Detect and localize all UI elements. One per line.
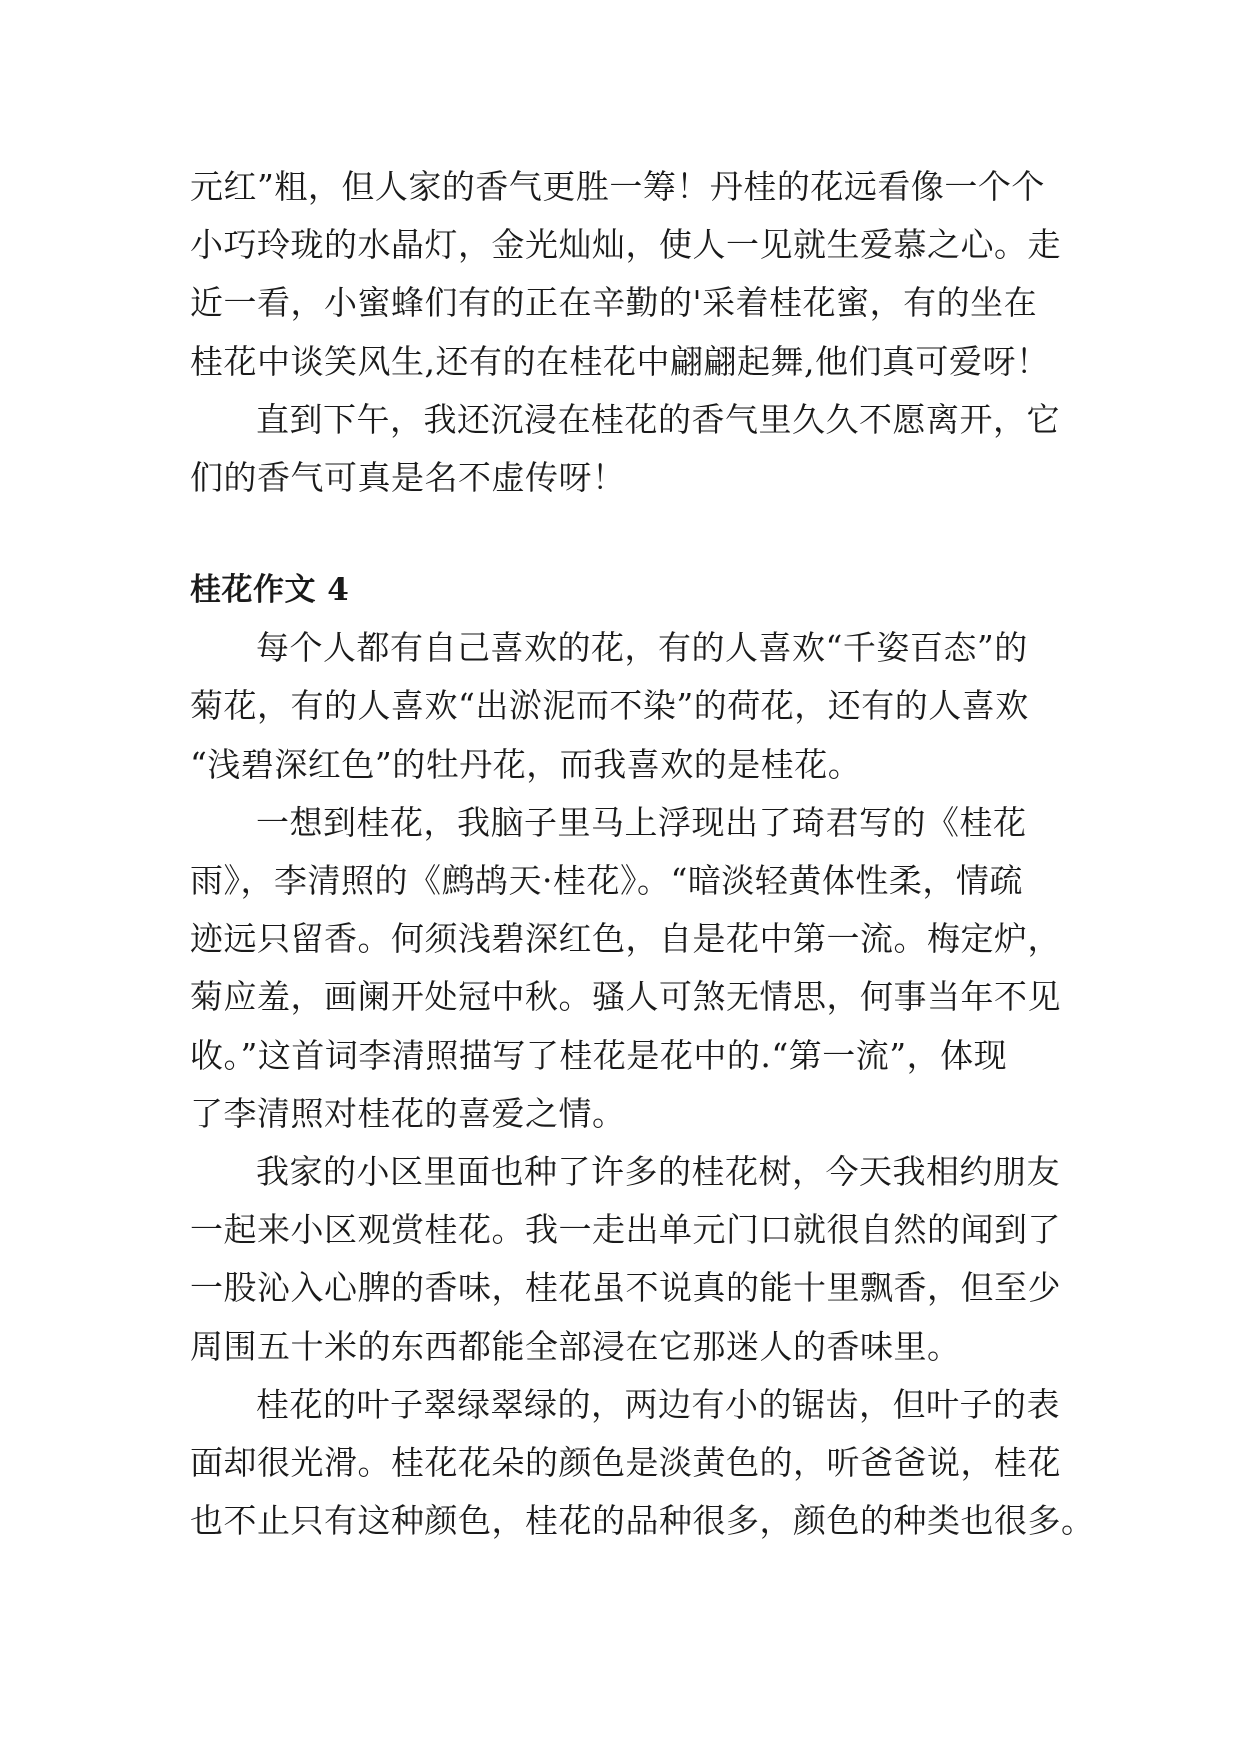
text-line: 迹远只留香。何须浅碧深红色，自是花中第一流。梅定炉， — [190, 919, 1061, 959]
text-line: 雨》，李清照的《鹧鸪天·桂花》。“暗淡轻黄体性柔，情疏 — [190, 861, 1023, 901]
text-line: 桂花中谈笑风生,还有的在桂花中翩翩起舞,他们真可爱呀！ — [190, 341, 1050, 381]
text-line: 小巧玲珑的水晶灯，金光灿灿，使人一见就生爱慕之心。走 — [190, 225, 1061, 265]
text-line: 了李清照对桂花的喜爱之情。 — [190, 1093, 626, 1133]
essay-title: 桂花作文 4 — [190, 572, 350, 609]
text-line: 周围五十米的东西都能全部浸在它那迷人的香味里。 — [190, 1326, 961, 1366]
text-line: 们的香气可真是名不虚传呀！ — [190, 458, 626, 498]
continued-paragraph — [190, 158, 1060, 391]
text-line: 我家的小区里面也种了许多的桂花树，今天我相约朋友 — [256, 1152, 1060, 1192]
text-line: 一起来小区观赏桂花。我一走出单元门口就很自然的闻到了 — [190, 1210, 1061, 1250]
closing-paragraph — [190, 391, 1060, 507]
document-body — [190, 158, 1095, 1550]
text-line: 近一看，小蜜蜂们有的正在辛勤的'采着桂花蜜，有的坐在 — [190, 283, 1038, 323]
text-line: “浅碧深红色”的牡丹花，而我喜欢的是桂花。 — [190, 744, 862, 784]
text-line: 每个人都有自己喜欢的花，有的人喜欢“千姿百态”的 — [256, 628, 1028, 668]
text-line: 面却很光滑。桂花花朵的颜色是淡黄色的，听爸爸说，桂花 — [190, 1443, 1061, 1483]
body-paragraph-1 — [190, 619, 1060, 794]
body-paragraph-4 — [190, 1376, 1095, 1551]
body-paragraph-2 — [190, 794, 1060, 1143]
text-line: 桂花的叶子翠绿翠绿的，两边有小的锯齿，但叶子的表 — [256, 1384, 1060, 1424]
body-paragraph-3 — [190, 1143, 1060, 1376]
text-line: 也不止只有这种颜色，桂花的品种很多，颜色的种类也很多。 — [190, 1501, 1095, 1541]
text-line: 菊应羞，画阑开处冠中秋。骚人可煞无情思，何事当年不见 — [190, 977, 1061, 1017]
text-line: 菊花，有的人喜欢“出淤泥而不染”的荷花，还有的人喜欢 — [190, 686, 1029, 726]
text-line: 直到下午，我还沉浸在桂花的香气里久久不愿离开，它 — [256, 399, 1060, 439]
text-line: 一股沁入心脾的香味，桂花虽不说真的能十里飘香，但至少 — [190, 1268, 1061, 1308]
text-line: 收。”这首词李清照描写了桂花是花中的.“第一流”，体现 — [190, 1035, 1008, 1075]
text-line: 元红”粗，但人家的香气更胜一筹！丹桂的花远看像一个个 — [190, 167, 1045, 206]
text-line: 一想到桂花，我脑子里马上浮现出了琦君写的《桂花 — [256, 802, 1027, 842]
